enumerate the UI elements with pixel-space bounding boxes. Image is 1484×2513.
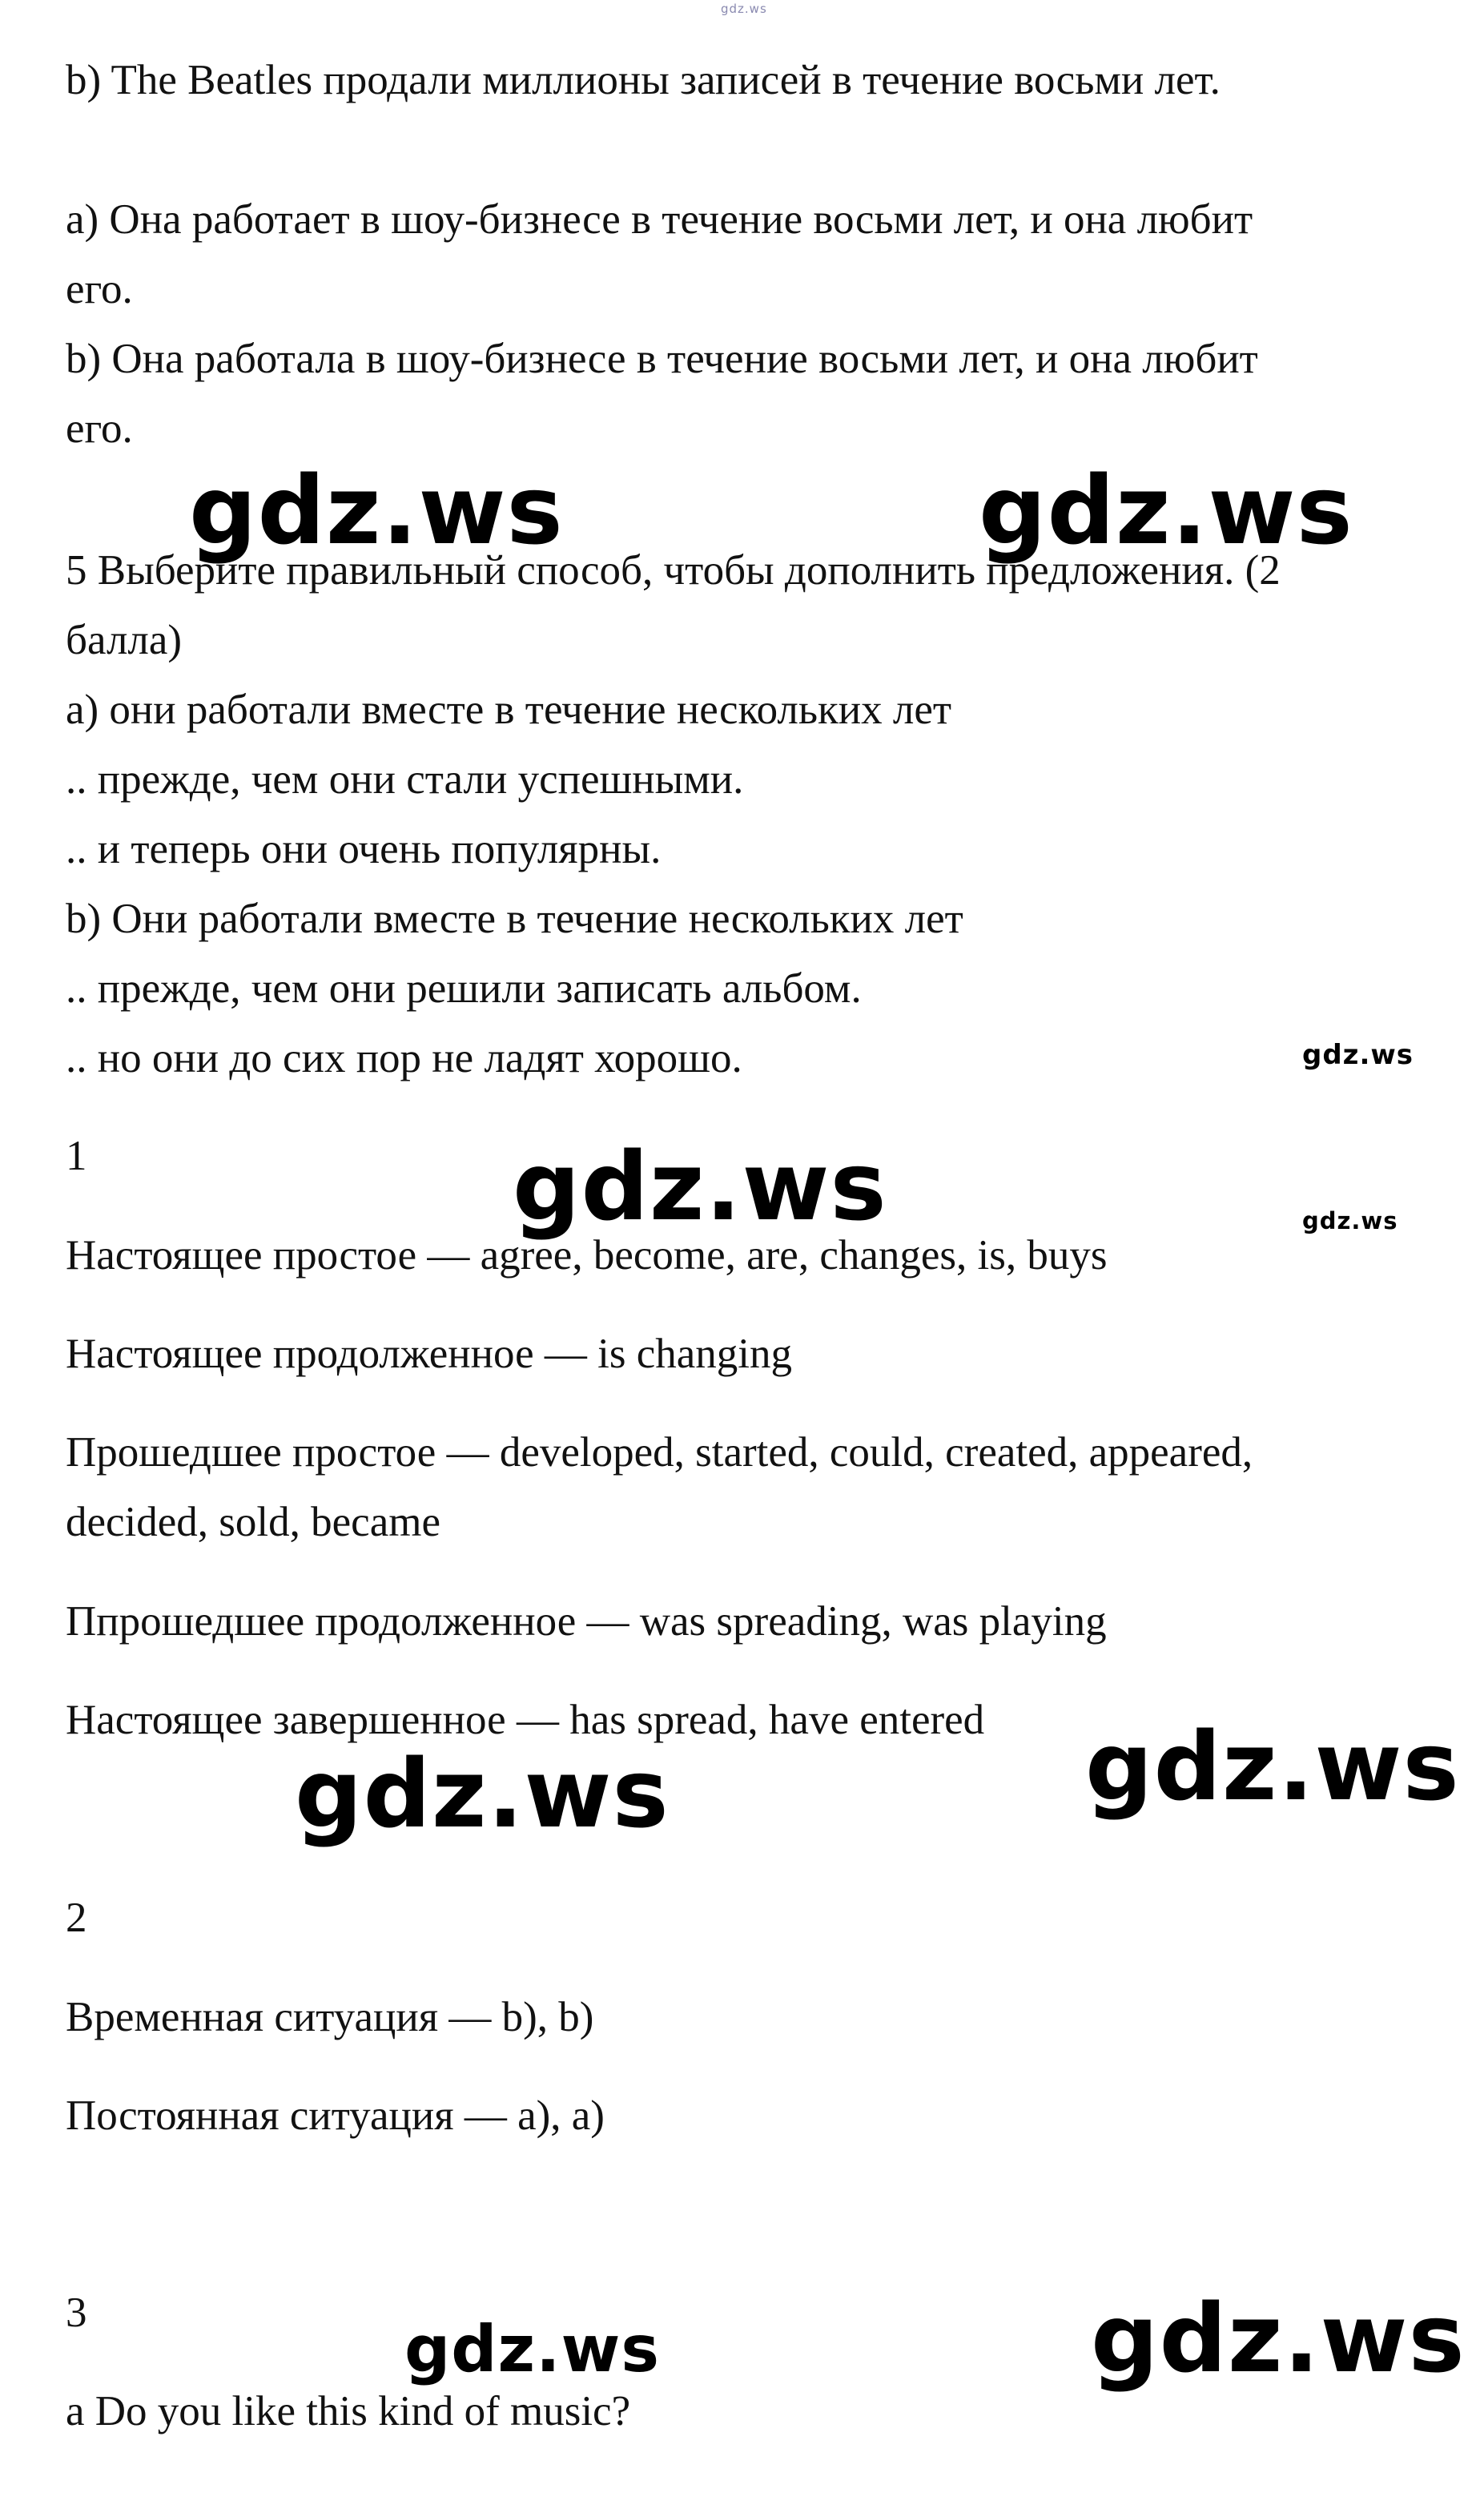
text-line: 5 Выберите правильный способ, чтобы дополнить предложения. (2 xyxy=(66,547,1281,594)
watermark-logo: gdz.ws xyxy=(1302,1207,1398,1234)
text-line: Временная ситуация — b), b) xyxy=(66,1994,594,2040)
text-line: его. xyxy=(66,405,133,452)
text-line: decided, sold, became xyxy=(66,1499,440,1545)
section-number: 2 xyxy=(66,1895,87,1941)
section-number: 3 xyxy=(66,2289,87,2336)
watermark-logo: gdz.ws xyxy=(979,455,1353,566)
text-line: a) они работали вместе в течение нескольких лет xyxy=(66,687,952,733)
text-line: .. но они до сих пор не ладят хорошо. xyxy=(66,1035,742,1081)
text-line: его. xyxy=(66,266,133,312)
watermark-logo: gdz.ws xyxy=(1085,1711,1460,1822)
watermark-logo: gdz.ws xyxy=(404,2312,661,2386)
text-line: .. и теперь они очень популярны. xyxy=(66,826,662,872)
text-line: .. прежде, чем они решили записать альбом. xyxy=(66,965,862,1012)
text-line: Настоящее продолженное — is changing xyxy=(66,1331,793,1377)
text-line: b) The Beatles продали миллионы записей в течение восьми лет. xyxy=(66,57,1221,103)
section-number: 1 xyxy=(66,1133,87,1179)
text-line: Прошедшее простое — developed, started, could, created, appeared, xyxy=(66,1429,1253,1476)
watermark-logo: gdz.ws xyxy=(513,1131,887,1242)
text-line: Постоянная ситуация — a), a) xyxy=(66,2092,605,2139)
text-line: балла) xyxy=(66,617,183,663)
watermark-logo: gdz.ws xyxy=(189,455,564,566)
text-line: .. прежде, чем они стали успешными. xyxy=(66,756,744,803)
text-line: a Do you like this kind of music? xyxy=(66,2388,631,2434)
text-line: Ппрошедшее продолженное — was spreading, was playing xyxy=(66,1598,1107,1645)
watermark-logo: gdz.ws xyxy=(1091,2283,1466,2394)
text-line: Настоящее простое — agree, become, are, changes, is, buys xyxy=(66,1232,1108,1279)
watermark-logo: gdz.ws xyxy=(1302,1039,1414,1071)
text-line: b) Они работали вместе в течение нескольких лет xyxy=(66,896,963,942)
watermark-logo: gdz.ws xyxy=(295,1738,670,1849)
watermark-top: gdz.ws xyxy=(721,2,767,16)
text-line: Настоящее завершенное — has spread, have entered xyxy=(66,1697,985,1743)
text-line: b) Она работала в шоу-бизнесе в течение восьми лет, и она любит xyxy=(66,336,1258,382)
text-line: a) Она работает в шоу-бизнесе в течение восьми лет, и она любит xyxy=(66,196,1253,243)
